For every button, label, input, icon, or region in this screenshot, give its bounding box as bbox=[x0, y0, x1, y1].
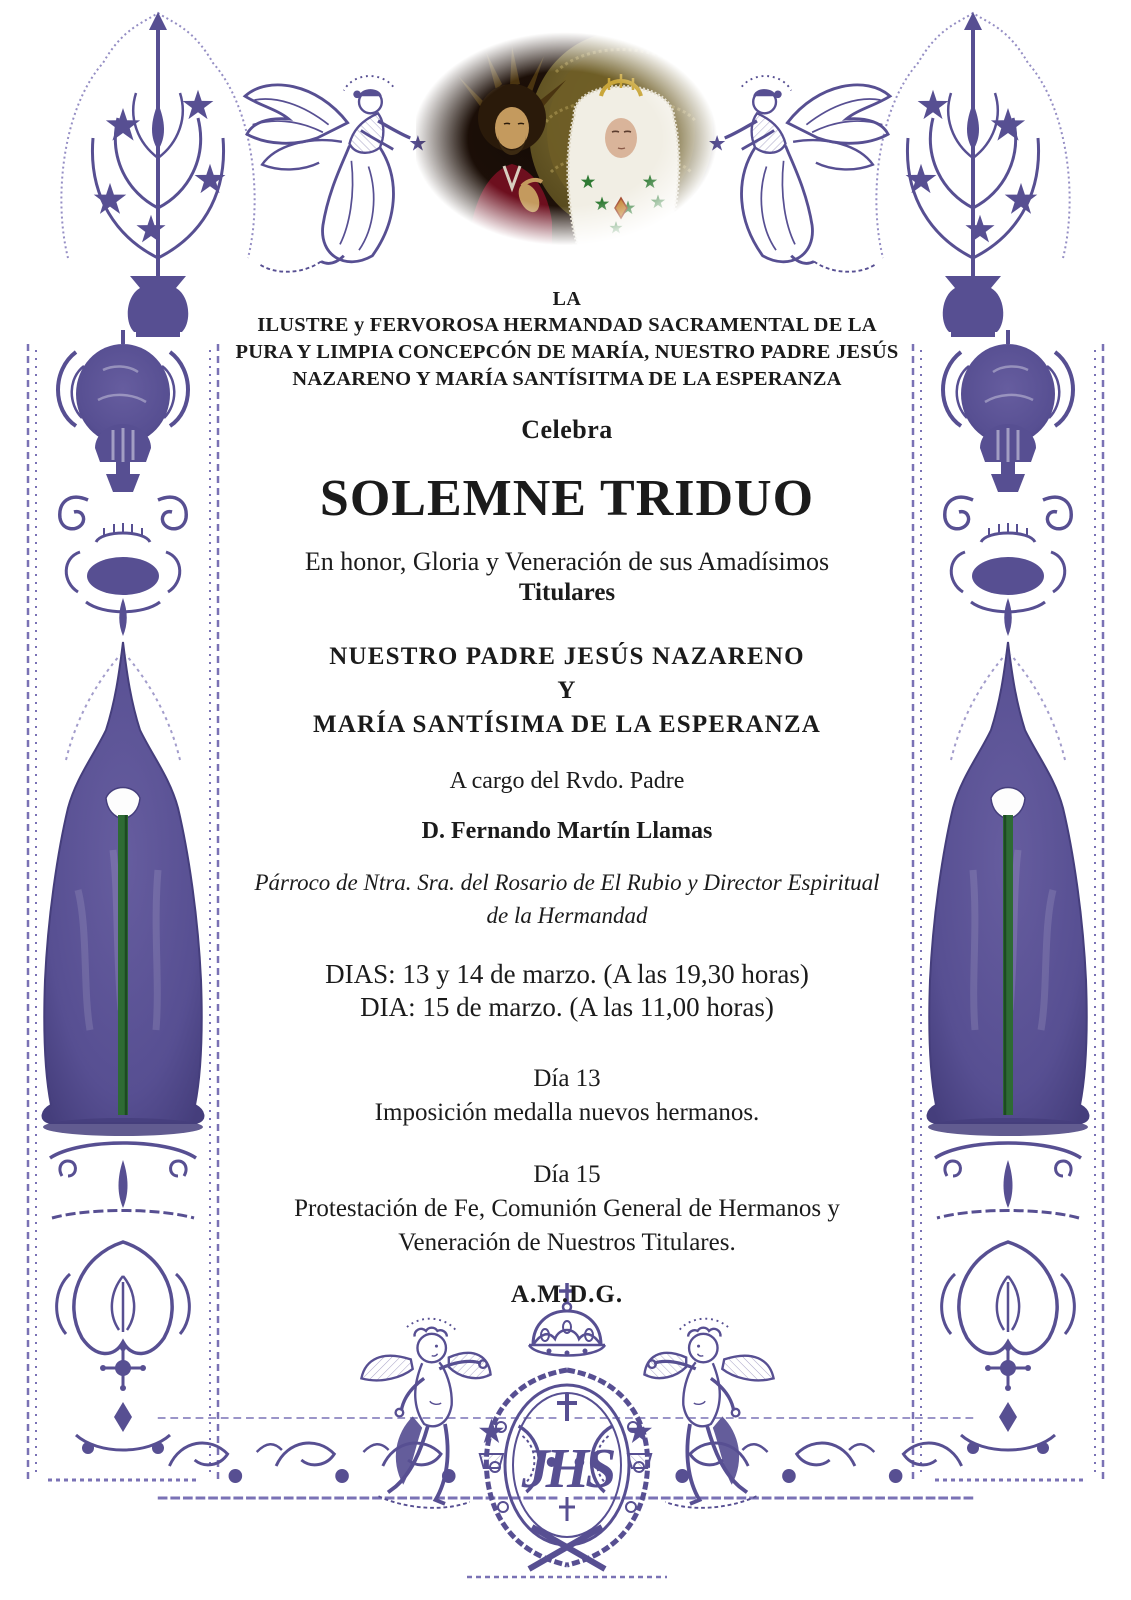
angel-ornament-right bbox=[709, 76, 890, 272]
virgin-esperanza-figure bbox=[568, 74, 679, 258]
jhs-emblem bbox=[467, 1283, 667, 1577]
dates-line-1: DIAS: 13 y 14 de marzo. (A las 19,30 horas) bbox=[325, 959, 809, 989]
header-la: LA bbox=[552, 288, 582, 310]
header-line-4: NAZARENO Y MARÍA SANTÍSITMA DE LA ESPERANZA bbox=[292, 368, 842, 390]
titular-line-2: Y bbox=[557, 677, 577, 704]
preacher-role-line-1: Párroco de Ntra. Sra. del Rosario de El Rubio y Director Espiritual bbox=[254, 870, 880, 895]
preacher-name: D. Fernando Martín Llamas bbox=[421, 818, 713, 844]
subtitle-line-2: Titulares bbox=[518, 579, 616, 606]
preacher-role-line-2: de la Hermandad bbox=[486, 903, 648, 928]
cherub-ornament-right bbox=[644, 1319, 773, 1508]
header-line-3: PURA Y LIMPIA CONCEPCÓN DE MARÍA, NUESTRO PADRE JESÚS bbox=[235, 341, 899, 363]
cherub-ornament-left bbox=[361, 1319, 490, 1508]
subtitle-line-1: En honor, Gloria y Veneración de sus Amadísimos bbox=[304, 547, 830, 576]
page-title: SOLEMNE TRIDUO bbox=[319, 470, 815, 527]
titular-line-1: NUESTRO PADRE JESÚS NAZARENO bbox=[329, 643, 805, 670]
vase-ornament-top-left bbox=[61, 12, 254, 337]
day15-event-line-1: Protestación de Fe, Comunión General de Hermanos y bbox=[294, 1195, 840, 1222]
day13-event: Imposición medalla nuevos hermanos. bbox=[374, 1099, 760, 1126]
dates-line-2: DIA: 15 de marzo. (A las 11,00 horas) bbox=[360, 992, 774, 1022]
poster-text bbox=[233, 286, 901, 1310]
celebra-label: Celebra bbox=[521, 415, 613, 444]
nazareno-column-right bbox=[913, 330, 1103, 1480]
titulares-photo bbox=[416, 32, 726, 264]
closing-amdg: A.M.D.G. bbox=[510, 1281, 624, 1308]
day15-event-line-2: Veneración de Nuestros Titulares. bbox=[398, 1229, 736, 1256]
titular-line-3: MARÍA SANTÍSIMA DE LA ESPERANZA bbox=[312, 711, 822, 738]
header-line-2: ILUSTRE y FERVOROSA HERMANDAD SACRAMENTAL DE LA bbox=[257, 314, 877, 336]
nazareno-column-left bbox=[28, 330, 218, 1480]
day13-label: Día 13 bbox=[533, 1065, 601, 1092]
ornamental-border: JHS bbox=[0, 0, 1131, 1600]
preacher-intro: A cargo del Rvdo. Padre bbox=[449, 768, 685, 794]
angel-ornament-left bbox=[245, 76, 426, 272]
vase-ornament-top-right bbox=[876, 12, 1069, 337]
day15-label: Día 15 bbox=[533, 1161, 601, 1188]
